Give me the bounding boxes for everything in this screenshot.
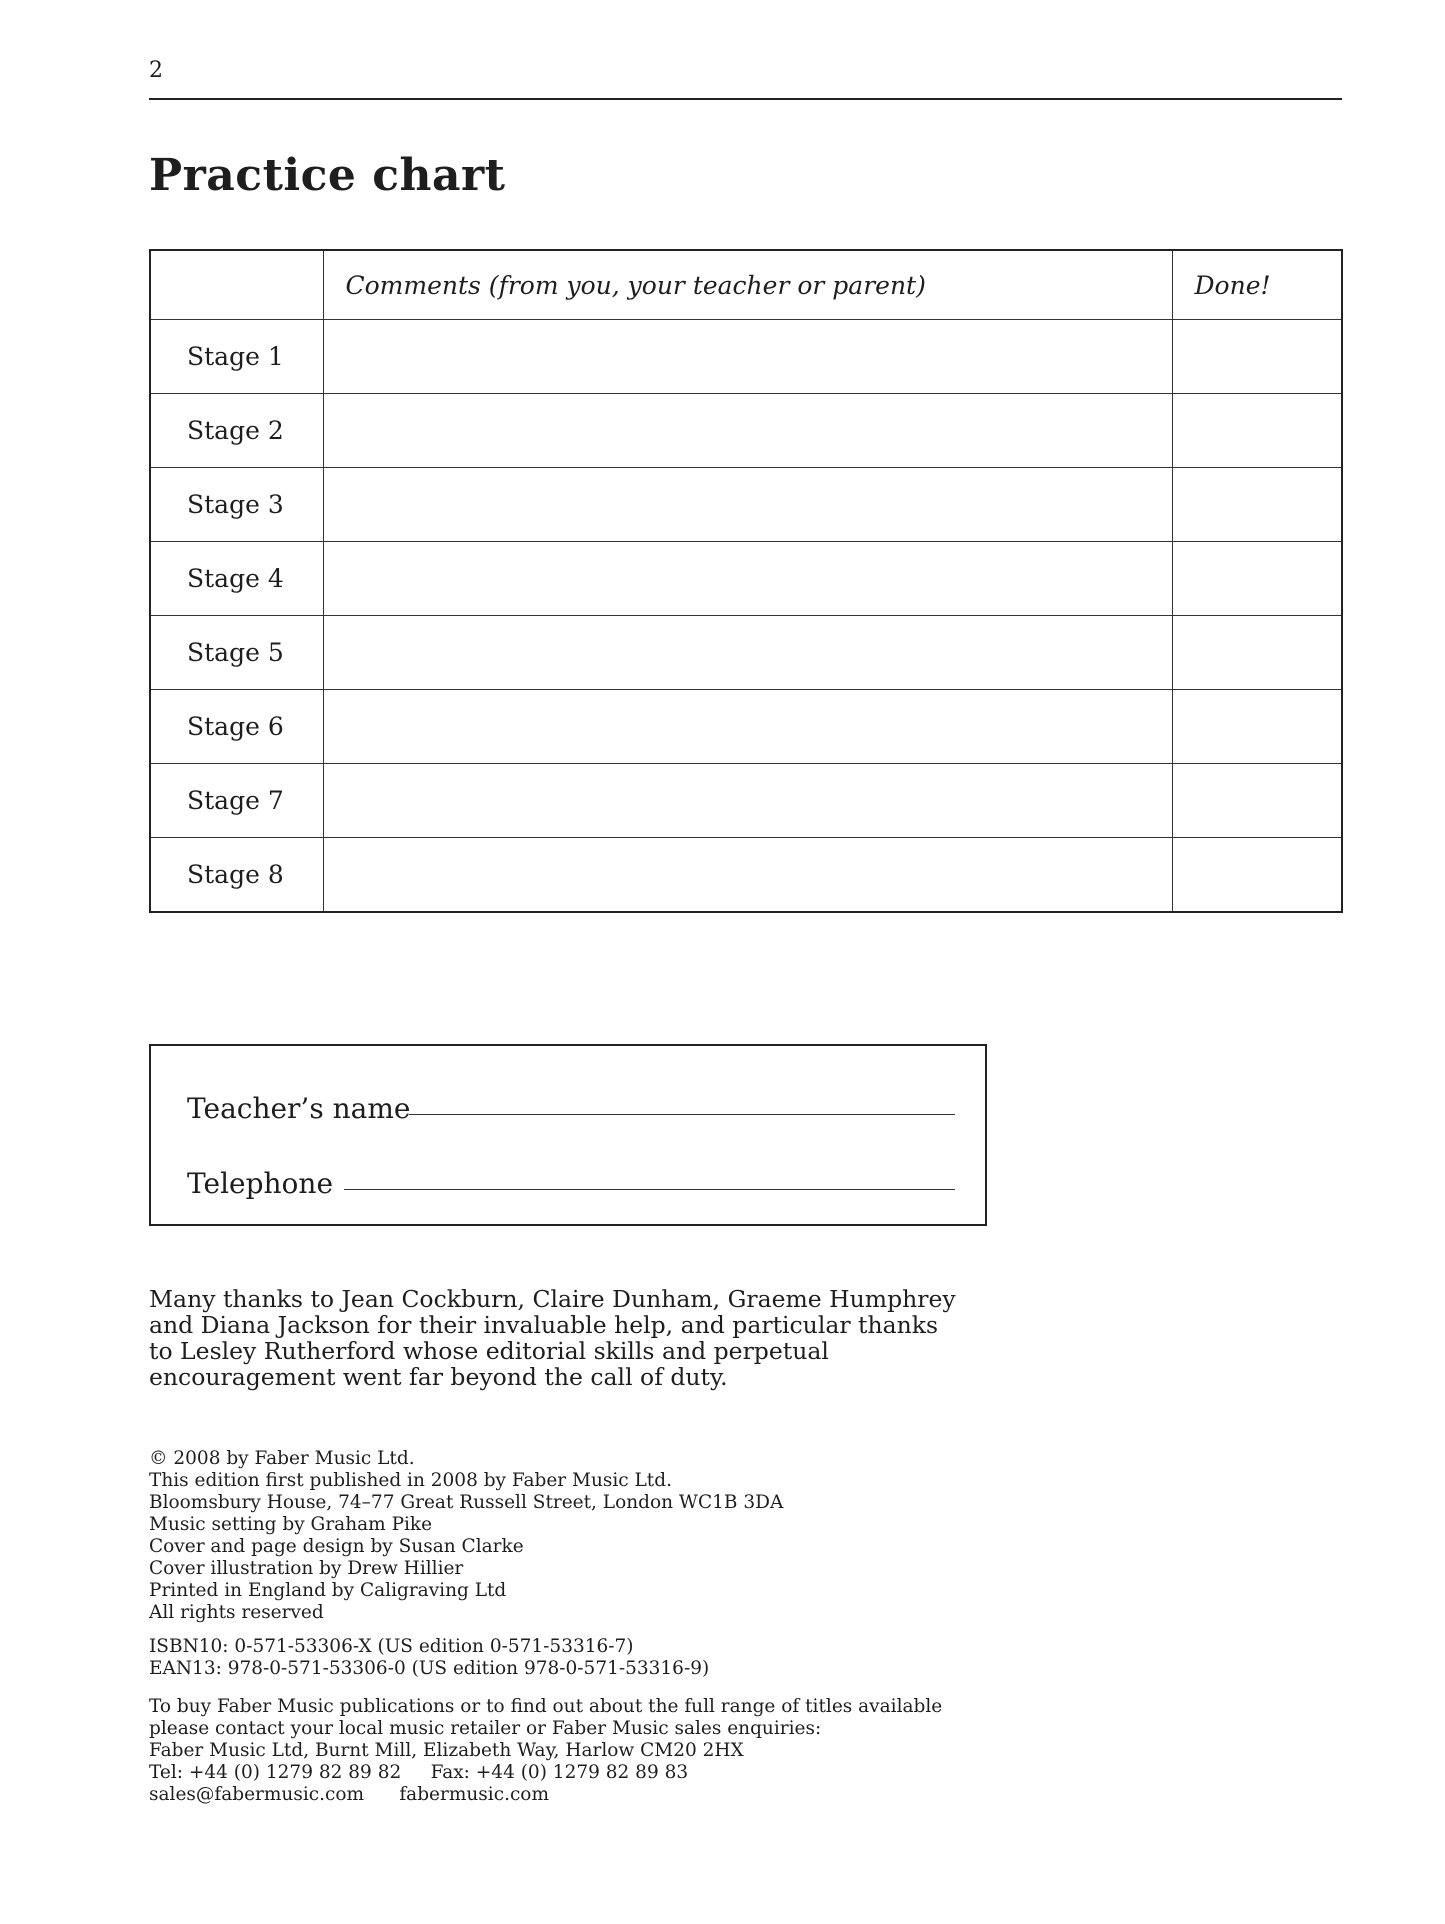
contact-line: Faber Music Ltd, Burnt Mill, Elizabeth Way, Harlow CM20 2HX [149, 1740, 744, 1761]
comments-cell[interactable] [323, 468, 1172, 542]
done-cell[interactable] [1172, 764, 1342, 838]
comments-cell[interactable] [323, 764, 1172, 838]
comments-cell[interactable] [323, 838, 1172, 913]
header-rule [149, 98, 1342, 100]
table-row [150, 616, 1342, 690]
page-title: Practice chart [149, 150, 506, 201]
copyright-credits [149, 1448, 783, 1624]
isbn-block [149, 1636, 709, 1680]
table-header-row [150, 250, 1342, 320]
contact-line: Tel: +44 (0) 1279 82 89 82 Fax: +44 (0) 1279 82 89 83 [149, 1762, 689, 1783]
thanks-line: Many thanks to Jean Cockburn, Claire Dunham, Graeme Humphrey [149, 1285, 956, 1313]
credit-line: Music setting by Graham Pike [149, 1514, 433, 1535]
comments-cell[interactable] [323, 394, 1172, 468]
thanks-line: to Lesley Rutherford whose editorial skills and perpetual [149, 1337, 829, 1365]
comments-cell[interactable] [323, 320, 1172, 394]
table-row [150, 320, 1342, 394]
comments-cell[interactable] [323, 690, 1172, 764]
stage-label: Stage 2 [150, 394, 323, 468]
teacher-name-label: Teacher’s name [187, 1092, 411, 1125]
stage-label: Stage 3 [150, 468, 323, 542]
comments-cell[interactable] [323, 542, 1172, 616]
thanks-line: and Diana Jackson for their invaluable help, and particular thanks [149, 1311, 939, 1339]
acknowledgements [149, 1286, 1049, 1390]
table-row [150, 394, 1342, 468]
header-cell-comments: Comments (from you, your teacher or parent) [323, 250, 1172, 320]
telephone-label: Telephone [187, 1167, 334, 1200]
done-cell[interactable] [1172, 616, 1342, 690]
done-cell[interactable] [1172, 468, 1342, 542]
credit-line: © 2008 by Faber Music Ltd. [149, 1448, 415, 1469]
table-row [150, 838, 1342, 913]
credit-line: Printed in England by Caligraving Ltd [149, 1580, 507, 1601]
done-cell[interactable] [1172, 394, 1342, 468]
done-cell[interactable] [1172, 542, 1342, 616]
comments-cell[interactable] [323, 616, 1172, 690]
done-cell[interactable] [1172, 320, 1342, 394]
telephone-line[interactable] [344, 1189, 955, 1190]
teacher-name-line[interactable] [409, 1114, 955, 1115]
page-number: 2 [149, 58, 163, 83]
contact-line: To buy Faber Music publications or to find out about the full range of titles available [149, 1696, 943, 1717]
isbn-line: EAN13: 978-0-571-53306-0 (US edition 978-0-571-53316-9) [149, 1658, 710, 1679]
credit-line: Cover illustration by Drew Hillier [149, 1558, 464, 1579]
contact-block [149, 1696, 942, 1806]
stage-label: Stage 1 [150, 320, 323, 394]
contact-line: sales@fabermusic.com fabermusic.com [149, 1784, 549, 1805]
table-row [150, 468, 1342, 542]
isbn-line: ISBN10: 0-571-53306-X (US edition 0-571-53316-7) [149, 1636, 634, 1657]
done-cell[interactable] [1172, 690, 1342, 764]
credit-line: Cover and page design by Susan Clarke [149, 1536, 524, 1557]
contact-line: please contact your local music retailer or Faber Music sales enquiries: [149, 1718, 822, 1739]
stage-label: Stage 7 [150, 764, 323, 838]
credit-line: This edition first published in 2008 by Faber Music Ltd. [149, 1470, 672, 1491]
credit-line: All rights reserved [149, 1602, 324, 1623]
practice-chart-table [149, 249, 1343, 913]
stage-label: Stage 5 [150, 616, 323, 690]
table-row [150, 690, 1342, 764]
done-cell[interactable] [1172, 838, 1342, 913]
header-cell-stage [150, 250, 323, 320]
stage-label: Stage 4 [150, 542, 323, 616]
header-cell-done: Done! [1172, 250, 1342, 320]
stage-label: Stage 8 [150, 838, 323, 913]
table-row [150, 542, 1342, 616]
table-row [150, 764, 1342, 838]
stage-label: Stage 6 [150, 690, 323, 764]
credit-line: Bloomsbury House, 74–77 Great Russell Street, London WC1B 3DA [149, 1492, 784, 1513]
teacher-info-box [149, 1044, 987, 1226]
thanks-line: encouragement went far beyond the call of duty. [149, 1363, 728, 1391]
